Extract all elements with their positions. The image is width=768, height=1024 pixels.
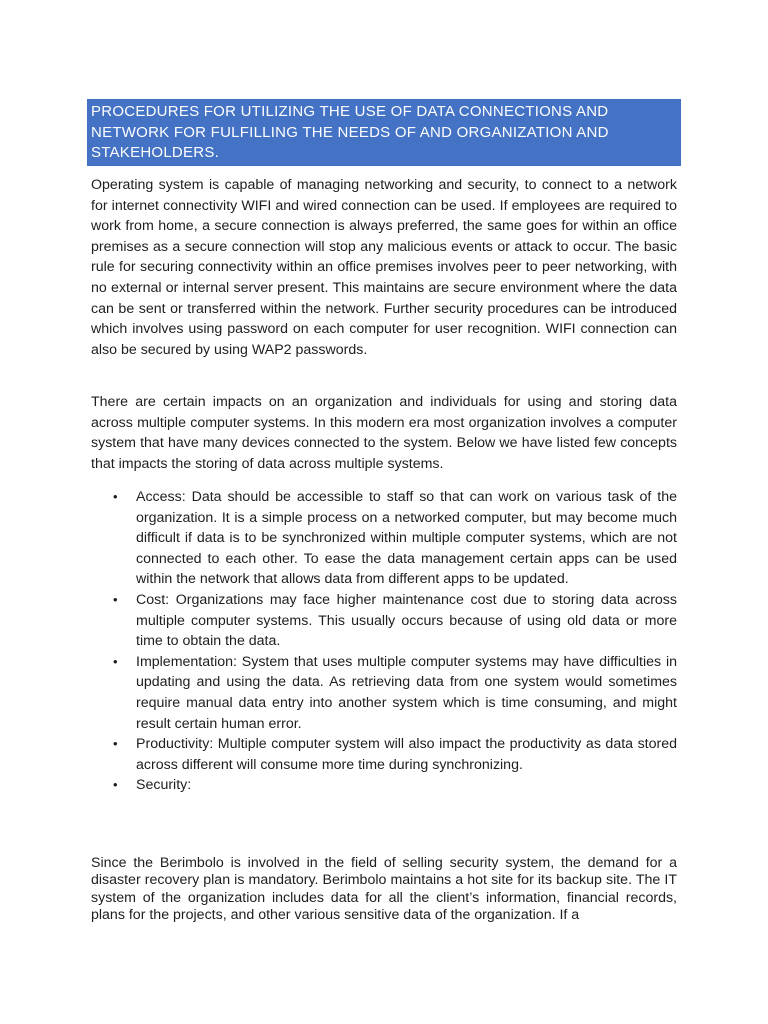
bullet-marker: • bbox=[113, 591, 118, 607]
list-item-access bbox=[91, 487, 677, 590]
list-item-text: Implementation: System that uses multiple computer systems may have difficulties in updating and using the data. As retrieving data from one system would sometimes require manual data entry into another system which is time consuming, and might result certain human error. bbox=[136, 653, 677, 732]
list-item-implementation bbox=[91, 652, 677, 734]
list-item-text: Productivity: Multiple computer system will also impact the productivity as data stored across different will consume more time during synchronizing. bbox=[136, 736, 677, 773]
list-item-cost bbox=[91, 590, 677, 652]
list-item-text: Cost: Organizations may face higher maintenance cost due to storing data across multiple computer systems. This usually occurs because of using old data or more time to obtain the data. bbox=[136, 591, 677, 650]
section-heading: PROCEDURES FOR UTILIZING THE USE OF DATA CONNECTIONS AND NETWORK FOR FULFILLING THE NEEDS OF AND ORGANIZATION AND STAKEHOLDERS. bbox=[87, 99, 681, 166]
list-item-security bbox=[91, 775, 677, 796]
bullet-marker: • bbox=[113, 489, 118, 504]
impacts-list bbox=[91, 487, 677, 796]
paragraph-networking: Operating system is capable of managing networking and security, to connect to a network for internet connectivity WIFI and wired connection can be used. If employees are required to work from home, a secure connection is always preferred, the same goes for within an office premises as a secure connection will stop any malicious events or attack to occur. The basic rule for securing connectivity within an office premises involves peer to peer networking, with no external or internal server present. This maintains are secure environment where the data can be sent or transferred within the network. Further security procedures can be introduced which involves using password on each computer for user recognition. WIFI connection can also be secured by using WAP2 passwords. bbox=[91, 177, 677, 358]
list-item-text: Access: Data should be accessible to staff so that can work on various task of the organization. It is a simple process on a networked computer, but may become much difficult if data is to be synchronized within multiple computer systems, which are not connected to each other. To ease the data management certain apps can be used within the network that allows data from different apps to be updated. bbox=[136, 489, 677, 588]
list-item-productivity bbox=[91, 734, 677, 775]
list-item-text: Security: bbox=[136, 777, 192, 794]
paragraph-disaster-recovery: Since the Berimbolo is involved in the field of selling security system, the demand for a disaster recovery plan is mandatory. Berimbolo maintains a hot site for its backup site. The IT system of the organization includes data for all the client’s information, financial records, plans for the projects, and other various sensitive data of the organization. If a bbox=[91, 855, 677, 924]
paragraph-impacts: There are certain impacts on an organization and individuals for using and storing data across multiple computer systems. In this modern era most organization involves a computer system that have many devices connected to the system. Below we have listed few concepts that impacts the storing of data across multiple systems. bbox=[91, 394, 677, 472]
bullet-marker: • bbox=[113, 736, 118, 752]
bullet-marker: • bbox=[113, 777, 118, 793]
bullet-marker: • bbox=[113, 653, 118, 669]
